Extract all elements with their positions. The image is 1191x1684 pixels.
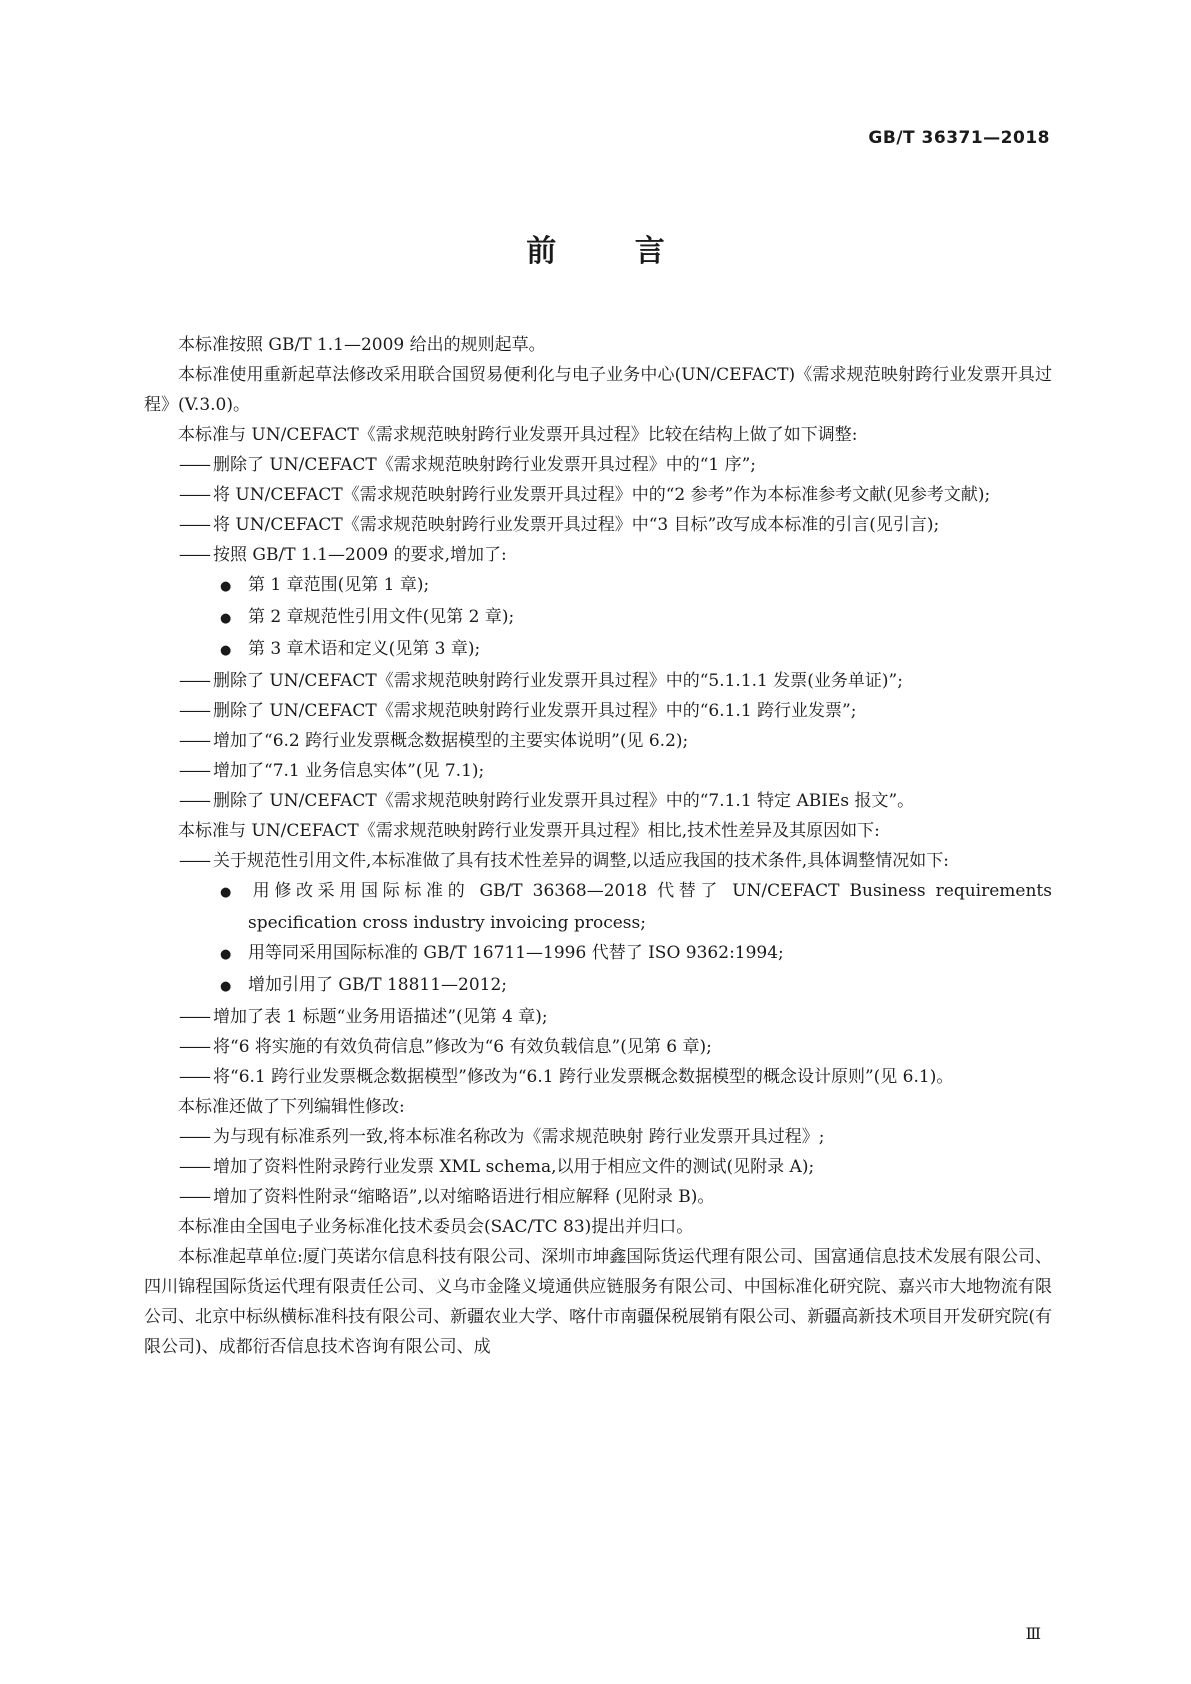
list-item-text: 增加了“7.1 业务信息实体”(见 7.1); xyxy=(213,761,485,781)
list-item-text: 用修改采用国际标准的 GB/T 36368—2018 代替了 UN/CEFACT Business requirements specification cross industry invoicing process; xyxy=(248,881,1052,933)
list-item-text: 为与现有标准系列一致,将本标准名称改为《需求规范映射 跨行业发票开具过程》; xyxy=(213,1127,825,1147)
paragraph: 本标准与 UN/CEFACT《需求规范映射跨行业发票开具过程》比较在结构上做了如下调整: xyxy=(178,425,858,445)
list-item-text: 关于规范性引用文件,本标准做了具有技术性差异的调整,以适应我国的技术条件,具体调整情况如下: xyxy=(213,851,949,871)
list-item-text: 删除了 UN/CEFACT《需求规范映射跨行业发票开具过程》中的“7.1.1 特定 ABIEs 报文”。 xyxy=(213,791,915,811)
dash-list-item xyxy=(144,756,1052,786)
dash-marker: —— xyxy=(179,701,209,721)
dash-list-item xyxy=(144,696,1052,726)
document-body xyxy=(144,330,1052,1362)
list-item-text: 增加了资料性附录“缩略语”,以对缩略语进行相应解释 (见附录 B)。 xyxy=(213,1187,715,1207)
page-number: Ⅲ xyxy=(1025,1624,1041,1643)
dash-list-item xyxy=(144,1032,1052,1062)
page-title: 前 言 xyxy=(526,234,699,269)
list-item-text: 将 UN/CEFACT《需求规范映射跨行业发票开具过程》中“3 目标”改写成本标准的引言(见引言); xyxy=(213,515,940,535)
list-item-text: 第 2 章规范性引用文件(见第 2 章); xyxy=(248,607,515,627)
list-item-text: 按照 GB/T 1.1—2009 的要求,增加了: xyxy=(213,545,507,565)
dash-marker: —— xyxy=(179,485,209,505)
dash-list-item xyxy=(144,1062,1052,1092)
list-item-text: 增加了“6.2 跨行业发票概念数据模型的主要实体说明”(见 6.2); xyxy=(213,731,689,751)
dash-marker: —— xyxy=(179,791,209,811)
dash-list-item xyxy=(144,786,1052,816)
dash-list-item xyxy=(144,726,1052,756)
paragraph: 本标准由全国电子业务标准化技术委员会(SAC/TC 83)提出并归口。 xyxy=(178,1217,694,1237)
dash-marker: —— xyxy=(179,1037,209,1057)
paragraph: 本标准与 UN/CEFACT《需求规范映射跨行业发票开具过程》相比,技术性差异及其原因如下: xyxy=(178,821,880,841)
dash-marker: —— xyxy=(179,545,209,565)
dash-marker: —— xyxy=(179,731,209,751)
dash-marker: —— xyxy=(179,671,209,691)
dash-marker: —— xyxy=(179,1007,209,1027)
list-item-text: 删除了 UN/CEFACT《需求规范映射跨行业发票开具过程》中的“5.1.1.1 发票(业务单证)”; xyxy=(213,671,903,691)
bullet-list-item xyxy=(144,970,1052,1002)
dash-list-item xyxy=(144,846,1052,876)
dash-list-item xyxy=(144,1152,1052,1182)
dash-marker: —— xyxy=(179,455,209,475)
dash-list-item xyxy=(144,510,1052,540)
standard-code: GB/T 36371—2018 xyxy=(868,128,1050,148)
dash-marker: —— xyxy=(179,1157,209,1177)
dash-marker: —— xyxy=(179,1067,209,1087)
dash-list-item xyxy=(144,1002,1052,1032)
paragraph: 本标准还做了下列编辑性修改: xyxy=(178,1097,405,1117)
bullet-list-item xyxy=(144,634,1052,666)
list-item-text: 将 UN/CEFACT《需求规范映射跨行业发票开具过程》中的“2 参考”作为本标准参考文献(见参考文献); xyxy=(213,485,991,505)
dash-list-item xyxy=(144,666,1052,696)
bullet-marker: ● xyxy=(220,885,232,900)
dash-list-item xyxy=(144,1182,1052,1212)
paragraph: 本标准按照 GB/T 1.1—2009 给出的规则起草。 xyxy=(178,335,546,355)
list-item-text: 增加了资料性附录跨行业发票 XML schema,以用于相应文件的测试(见附录 A); xyxy=(213,1157,815,1177)
list-item-text: 将“6.1 跨行业发票概念数据模型”修改为“6.1 跨行业发票概念数据模型的概念设计原则”(见 6.1)。 xyxy=(213,1067,954,1087)
list-item-text: 增加引用了 GB/T 18811—2012; xyxy=(248,975,508,995)
bullet-marker: ● xyxy=(220,579,232,594)
dash-marker: —— xyxy=(179,761,209,781)
list-item-text: 将“6 将实施的有效负荷信息”修改为“6 有效负载信息”(见第 6 章); xyxy=(213,1037,712,1057)
dash-marker: —— xyxy=(179,851,209,871)
list-item-text: 增加了表 1 标题“业务用语描述”(见第 4 章); xyxy=(213,1007,548,1027)
dash-list-item xyxy=(144,480,1052,510)
list-item-text: 删除了 UN/CEFACT《需求规范映射跨行业发票开具过程》中的“6.1.1 跨行业发票”; xyxy=(213,701,857,721)
dash-marker: —— xyxy=(179,1127,209,1147)
bullet-marker: ● xyxy=(220,643,232,658)
bullet-list-item xyxy=(144,570,1052,602)
list-item-text: 第 1 章范围(见第 1 章); xyxy=(248,575,430,595)
list-item-text: 用等同采用国际标准的 GB/T 16711—1996 代替了 ISO 9362:1994; xyxy=(248,943,784,963)
bullet-marker: ● xyxy=(220,611,232,626)
paragraph: 本标准起草单位:厦门英诺尔信息科技有限公司、深圳市坤鑫国际货运代理有限公司、国富通信息技术发展有限公司、四川锦程国际货运代理有限责任公司、义乌市金隆义境通供应链服务有限公司、中国标准化研究院、嘉兴市大地物流有限公司、北京中标纵横标准科技有限公司、新疆农业大学、喀什市南疆保税展销有限公司、新疆高新技术项目开发研究院(有限公司)、成都衍否信息技术咨询有限公司、成 xyxy=(144,1247,1052,1357)
dash-list-item xyxy=(144,450,1052,480)
bullet-marker: ● xyxy=(220,947,232,962)
bullet-list-item xyxy=(144,602,1052,634)
list-item-text: 第 3 章术语和定义(见第 3 章); xyxy=(248,639,481,659)
bullet-list-item xyxy=(144,876,1052,938)
paragraph: 本标准使用重新起草法修改采用联合国贸易便利化与电子业务中心(UN/CEFACT)《需求规范映射跨行业发票开具过程》(V.3.0)。 xyxy=(144,365,1052,415)
dash-marker: —— xyxy=(179,1187,209,1207)
dash-marker: —— xyxy=(179,515,209,535)
bullet-list-item xyxy=(144,938,1052,970)
dash-list-item xyxy=(144,1122,1052,1152)
bullet-marker: ● xyxy=(220,979,232,994)
dash-list-item xyxy=(144,540,1052,570)
list-item-text: 删除了 UN/CEFACT《需求规范映射跨行业发票开具过程》中的“1 序”; xyxy=(213,455,757,475)
